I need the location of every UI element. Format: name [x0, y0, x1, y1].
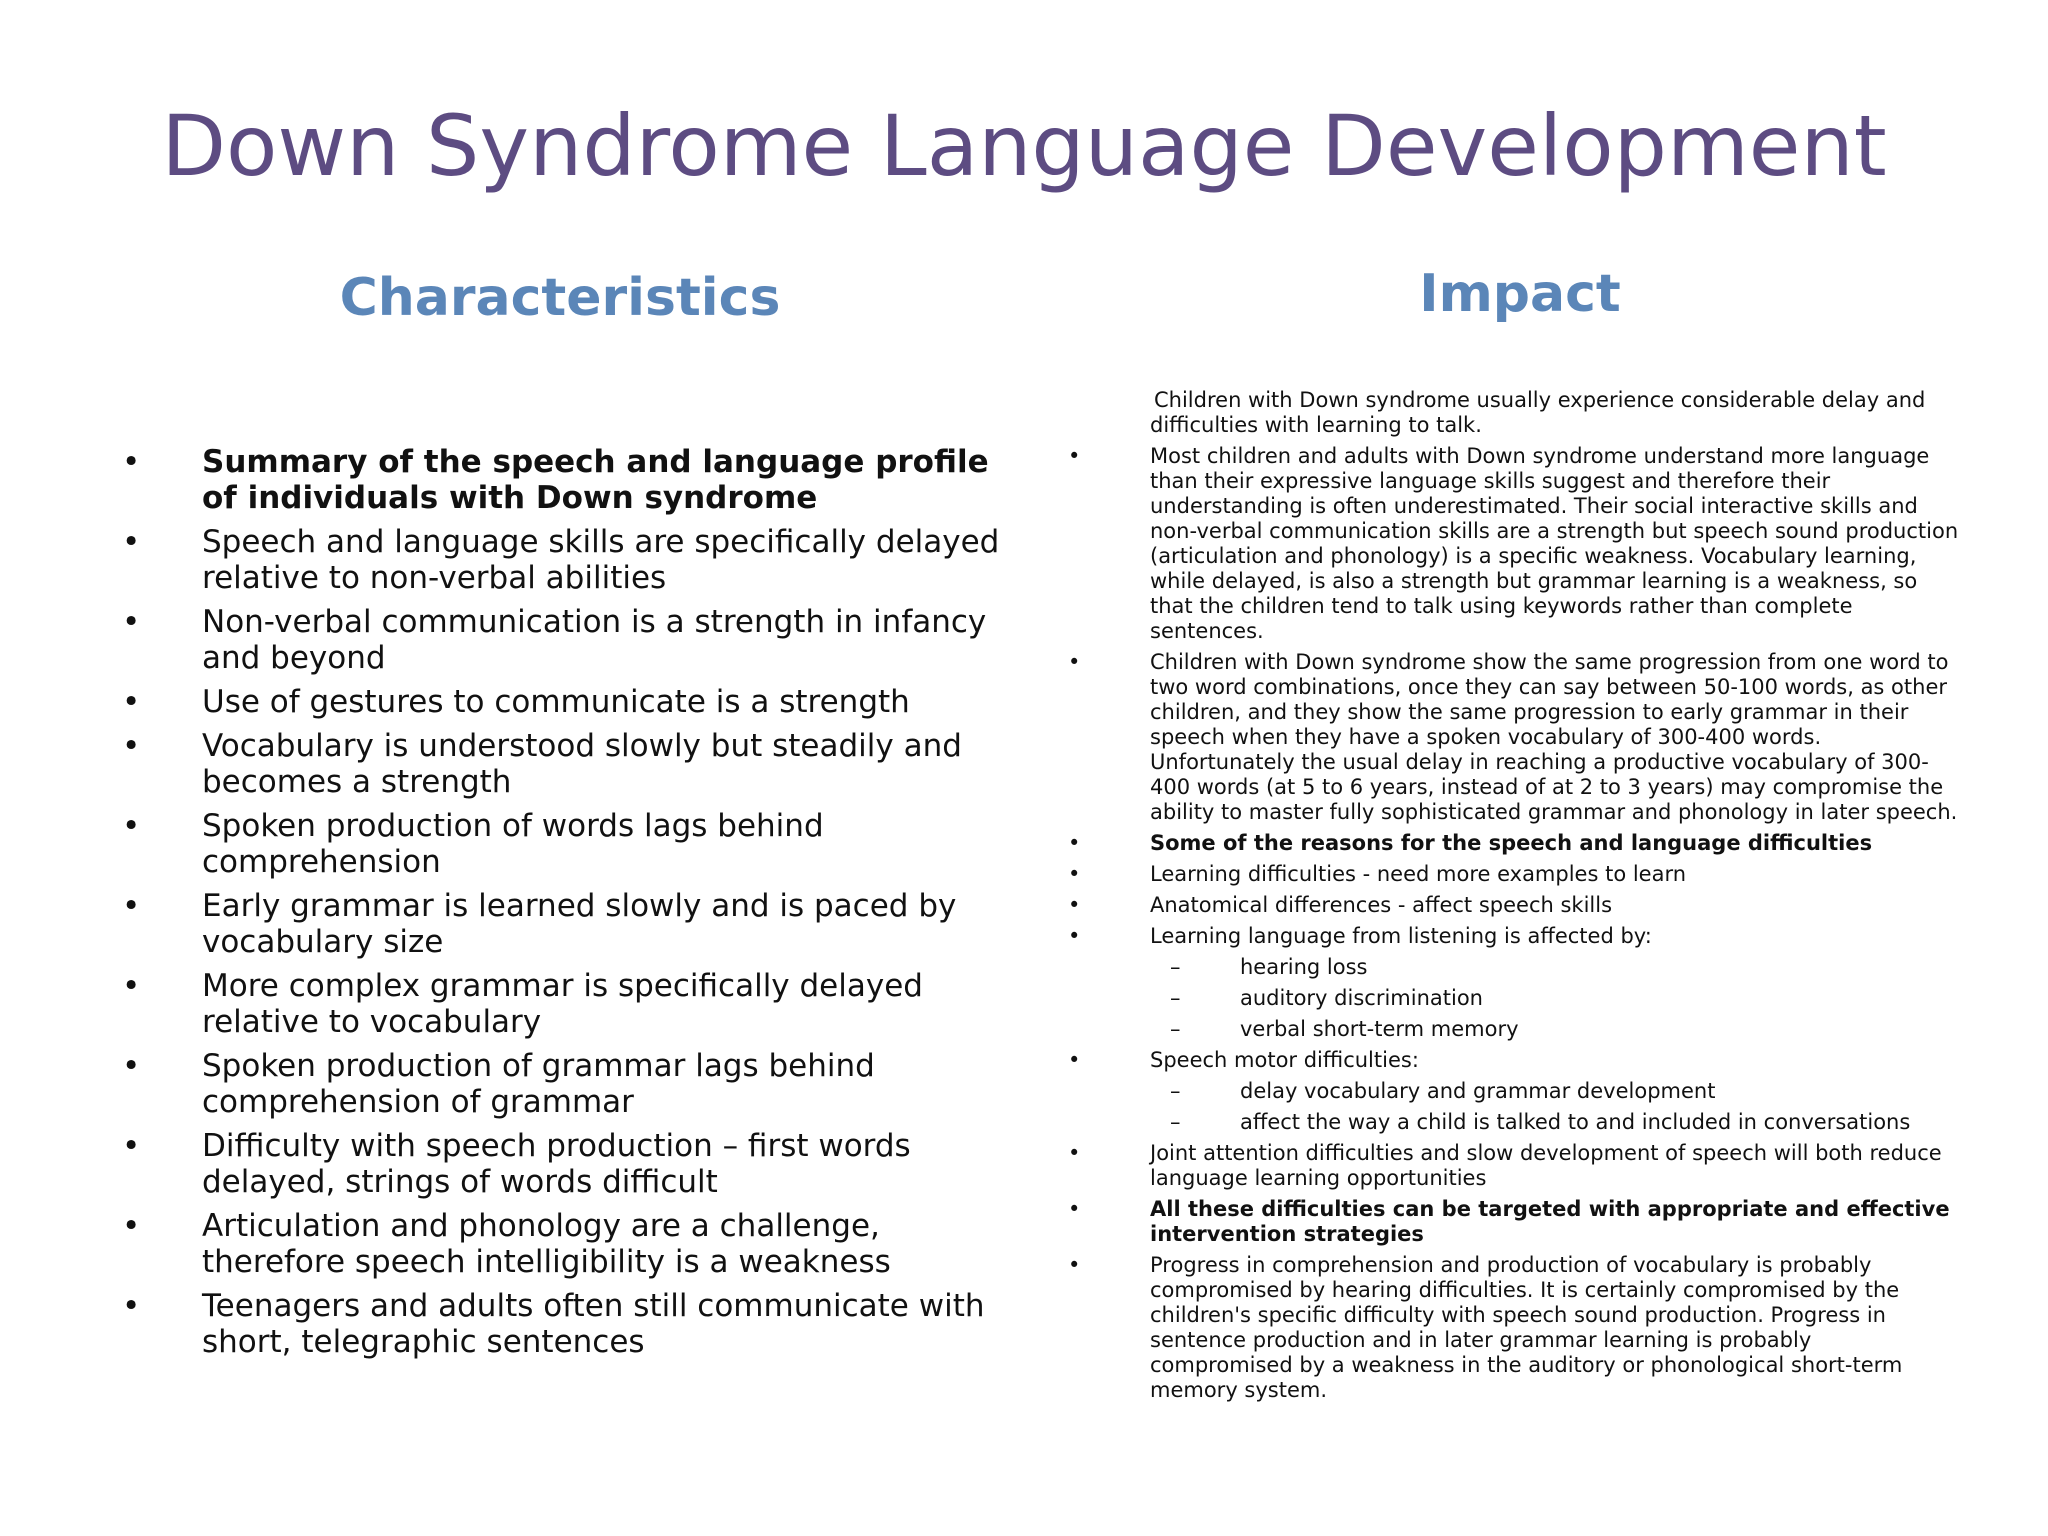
- impact-item: [1060, 862, 1960, 887]
- dash-icon: –: [1170, 1017, 1181, 1041]
- bullet-icon: •: [122, 1208, 141, 1244]
- impact-item-text: Children with Down syndrome show the same progression from one word to two word combinations, once they can say between 50-100 words, as other children, and they show the same progression to early grammar in their speech when they have a spoken vocabulary of 300-400 words. Unfortunately the usual delay in reaching a productive vocabulary of 300-400 words (at 5 to 6 years, instead of at 2 to 3 years) may compromise the ability to master fully sophisticated grammar and phonology in later speech.: [1150, 650, 1958, 824]
- impact-section: [1060, 388, 1960, 1409]
- bullet-icon: •: [1068, 893, 1081, 917]
- characteristics-item: [110, 1048, 1000, 1120]
- characteristics-item: [110, 444, 1000, 516]
- bullet-icon: •: [122, 968, 141, 1004]
- impact-item: [1060, 1048, 1960, 1073]
- impact-subitem-text: delay vocabulary and grammar development: [1240, 1079, 1716, 1103]
- bullet-icon: •: [1068, 862, 1081, 886]
- dash-icon: –: [1170, 986, 1181, 1010]
- dash-icon: –: [1170, 1079, 1181, 1103]
- bullet-icon: •: [122, 524, 141, 560]
- bullet-icon: •: [122, 1128, 141, 1164]
- impact-intro: [1060, 388, 1960, 438]
- characteristics-item-text: Use of gestures to communicate is a strength: [202, 684, 910, 720]
- characteristics-item: [110, 728, 1000, 800]
- characteristics-item-text: Spoken production of words lags behind comprehension: [202, 808, 824, 880]
- impact-subitem: [1060, 986, 1960, 1011]
- impact-subitem-text: verbal short-term memory: [1240, 1017, 1519, 1041]
- characteristics-heading: Characteristics: [339, 268, 781, 328]
- impact-item: [1060, 924, 1960, 949]
- characteristics-item: [110, 1288, 1000, 1360]
- impact-item-text: Most children and adults with Down syndrome understand more language than their expressive language skills suggest and therefore their understanding is often underestimated. Their social interactive skills and non-verbal communication skills are a strength but speech sound production (articulation and phonology) is a specific weakness. Vocabulary learning, while delayed, is also a strength but grammar learning is a weakness, so that the children tend to talk using keywords rather than complete sentences.: [1150, 444, 1959, 643]
- bullet-icon: •: [1068, 444, 1081, 468]
- impact-item-text: Some of the reasons for the speech and language difficulties: [1150, 831, 1873, 855]
- characteristics-item-text: Speech and language skills are specifically delayed relative to non-verbal abilities: [202, 524, 1000, 596]
- characteristics-item-text: Early grammar is learned slowly and is paced by vocabulary size: [202, 888, 957, 960]
- bullet-icon: •: [1068, 650, 1081, 674]
- bullet-icon: •: [1068, 924, 1081, 948]
- impact-item: [1060, 1253, 1960, 1403]
- bullet-icon: •: [122, 684, 141, 720]
- impact-subitem: [1060, 1110, 1960, 1135]
- characteristics-item: [110, 684, 1000, 720]
- characteristics-item-text: Non-verbal communication is a strength in infancy and beyond: [202, 604, 987, 676]
- bullet-icon: •: [1068, 1048, 1081, 1072]
- bullet-icon: •: [122, 1288, 141, 1324]
- bullet-icon: •: [1068, 1253, 1081, 1277]
- impact-item-text: Learning language from listening is affected by:: [1150, 924, 1652, 948]
- impact-item-text: Learning difficulties - need more examples to learn: [1150, 862, 1687, 886]
- bullet-icon: •: [1068, 1197, 1081, 1221]
- characteristics-item-text: Vocabulary is understood slowly but steadily and becomes a strength: [202, 728, 962, 800]
- characteristics-item: [110, 808, 1000, 880]
- characteristics-item-text: More complex grammar is specifically delayed relative to vocabulary: [202, 968, 923, 1040]
- impact-item-text: Joint attention difficulties and slow development of speech will both reduce language learning opportunities: [1150, 1141, 1942, 1190]
- impact-item: [1060, 444, 1960, 644]
- bullet-icon: •: [122, 1048, 141, 1084]
- bullet-icon: •: [122, 604, 141, 640]
- impact-subitem: [1060, 1017, 1960, 1042]
- dash-icon: –: [1170, 1110, 1181, 1134]
- bullet-icon: •: [122, 888, 141, 924]
- impact-subitem-text: hearing loss: [1240, 955, 1368, 979]
- characteristics-item-text: Articulation and phonology are a challenge, therefore speech intelligibility is a weakness: [202, 1208, 891, 1280]
- impact-intro-text: Children with Down syndrome usually experience considerable delay and difficulties with learning to talk.: [1150, 388, 1926, 437]
- bullet-icon: •: [122, 728, 141, 764]
- impact-subitem-text: affect the way a child is talked to and included in conversations: [1240, 1110, 1911, 1134]
- dash-icon: –: [1170, 955, 1181, 979]
- impact-item-text: Anatomical differences - affect speech skills: [1150, 893, 1613, 917]
- characteristics-item-text: Summary of the speech and language profile of individuals with Down syndrome: [202, 444, 989, 516]
- impact-item-text: All these difficulties can be targeted with appropriate and effective intervention strategies: [1150, 1197, 1950, 1246]
- impact-item: [1060, 1141, 1960, 1191]
- impact-heading: Impact: [1419, 264, 1621, 324]
- characteristics-item: [110, 524, 1000, 596]
- characteristics-item-text: Difficulty with speech production – first words delayed, strings of words difficult: [202, 1128, 911, 1200]
- bullet-icon: •: [1068, 831, 1081, 855]
- bullet-icon: •: [122, 808, 141, 844]
- impact-item-text: Progress in comprehension and production of vocabulary is probably compromised by hearing difficulties. It is certainly compromised by the children's specific difficulty with speech sound production. Progress in sentence production and in later grammar learning is probably compromised by a weakness in the auditory or phonological short-term memory system.: [1150, 1253, 1903, 1402]
- impact-subitem-text: auditory discrimination: [1240, 986, 1483, 1010]
- characteristics-item: [110, 888, 1000, 960]
- characteristics-item: [110, 604, 1000, 676]
- impact-item: [1060, 893, 1960, 918]
- impact-item-text: Speech motor difficulties:: [1150, 1048, 1419, 1072]
- characteristics-item-text: Teenagers and adults often still communicate with short, telegraphic sentences: [202, 1288, 985, 1360]
- impact-item: [1060, 650, 1960, 825]
- characteristics-item: [110, 968, 1000, 1040]
- characteristics-item: [110, 1208, 1000, 1280]
- characteristics-list: [110, 444, 1000, 1368]
- impact-item: [1060, 1197, 1960, 1247]
- impact-subitem: [1060, 1079, 1960, 1104]
- impact-subitem: [1060, 955, 1960, 980]
- slide-title: Down Syndrome Language Development: [161, 97, 1887, 195]
- bullet-icon: •: [1068, 1141, 1081, 1165]
- impact-list: [1060, 444, 1960, 1403]
- characteristics-item-text: Spoken production of grammar lags behind comprehension of grammar: [202, 1048, 875, 1120]
- bullet-icon: •: [122, 444, 141, 480]
- characteristics-item: [110, 1128, 1000, 1200]
- impact-item: [1060, 831, 1960, 856]
